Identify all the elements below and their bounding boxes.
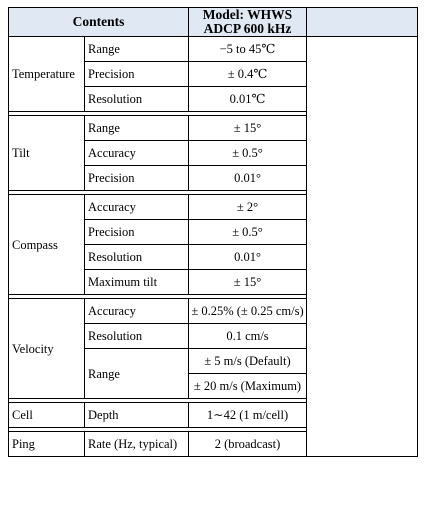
category-ping: Ping: [9, 432, 85, 457]
category-velocity: Velocity: [9, 299, 85, 399]
param-label: Resolution: [85, 245, 189, 270]
param-label: Accuracy: [85, 299, 189, 324]
param-label: Rate (Hz, typical): [85, 432, 189, 457]
param-label: Depth: [85, 403, 189, 428]
param-value: ± 20 m/s (Maximum): [189, 374, 307, 399]
table-row: [9, 37, 418, 62]
param-value: −5 to 45℃: [189, 37, 307, 62]
header-model: Model: WHWS ADCP 600 kHz: [189, 8, 307, 37]
header-blank: [307, 8, 418, 37]
param-label: Accuracy: [85, 195, 189, 220]
param-value: ± 0.5°: [189, 141, 307, 166]
header-row: [9, 8, 418, 37]
param-value: ± 2°: [189, 195, 307, 220]
param-label: Resolution: [85, 87, 189, 112]
param-label: Range: [85, 349, 189, 399]
param-value: 1∼42 (1 m/cell): [189, 403, 307, 428]
blank-column: [307, 37, 418, 457]
param-value: 0.1 cm/s: [189, 324, 307, 349]
param-value: 2 (broadcast): [189, 432, 307, 457]
param-label: Precision: [85, 62, 189, 87]
param-value: ± 0.5°: [189, 220, 307, 245]
param-value: ± 15°: [189, 270, 307, 295]
param-value: 0.01°: [189, 245, 307, 270]
category-compass: Compass: [9, 195, 85, 295]
param-label: Maximum tilt: [85, 270, 189, 295]
param-value: ± 15°: [189, 116, 307, 141]
category-tilt: Tilt: [9, 116, 85, 191]
param-value: ± 5 m/s (Default): [189, 349, 307, 374]
header-contents: Contents: [9, 8, 189, 37]
param-label: Resolution: [85, 324, 189, 349]
param-label: Range: [85, 116, 189, 141]
param-label: Accuracy: [85, 141, 189, 166]
param-value: 0.01°: [189, 166, 307, 191]
param-label: Precision: [85, 166, 189, 191]
param-label: Precision: [85, 220, 189, 245]
param-value: ± 0.25% (± 0.25 cm/s): [189, 299, 307, 324]
param-value: 0.01℃: [189, 87, 307, 112]
param-value: ± 0.4℃: [189, 62, 307, 87]
category-temperature: Temperature: [9, 37, 85, 112]
param-label: Range: [85, 37, 189, 62]
category-cell: Cell: [9, 403, 85, 428]
spec-table: [8, 7, 418, 457]
